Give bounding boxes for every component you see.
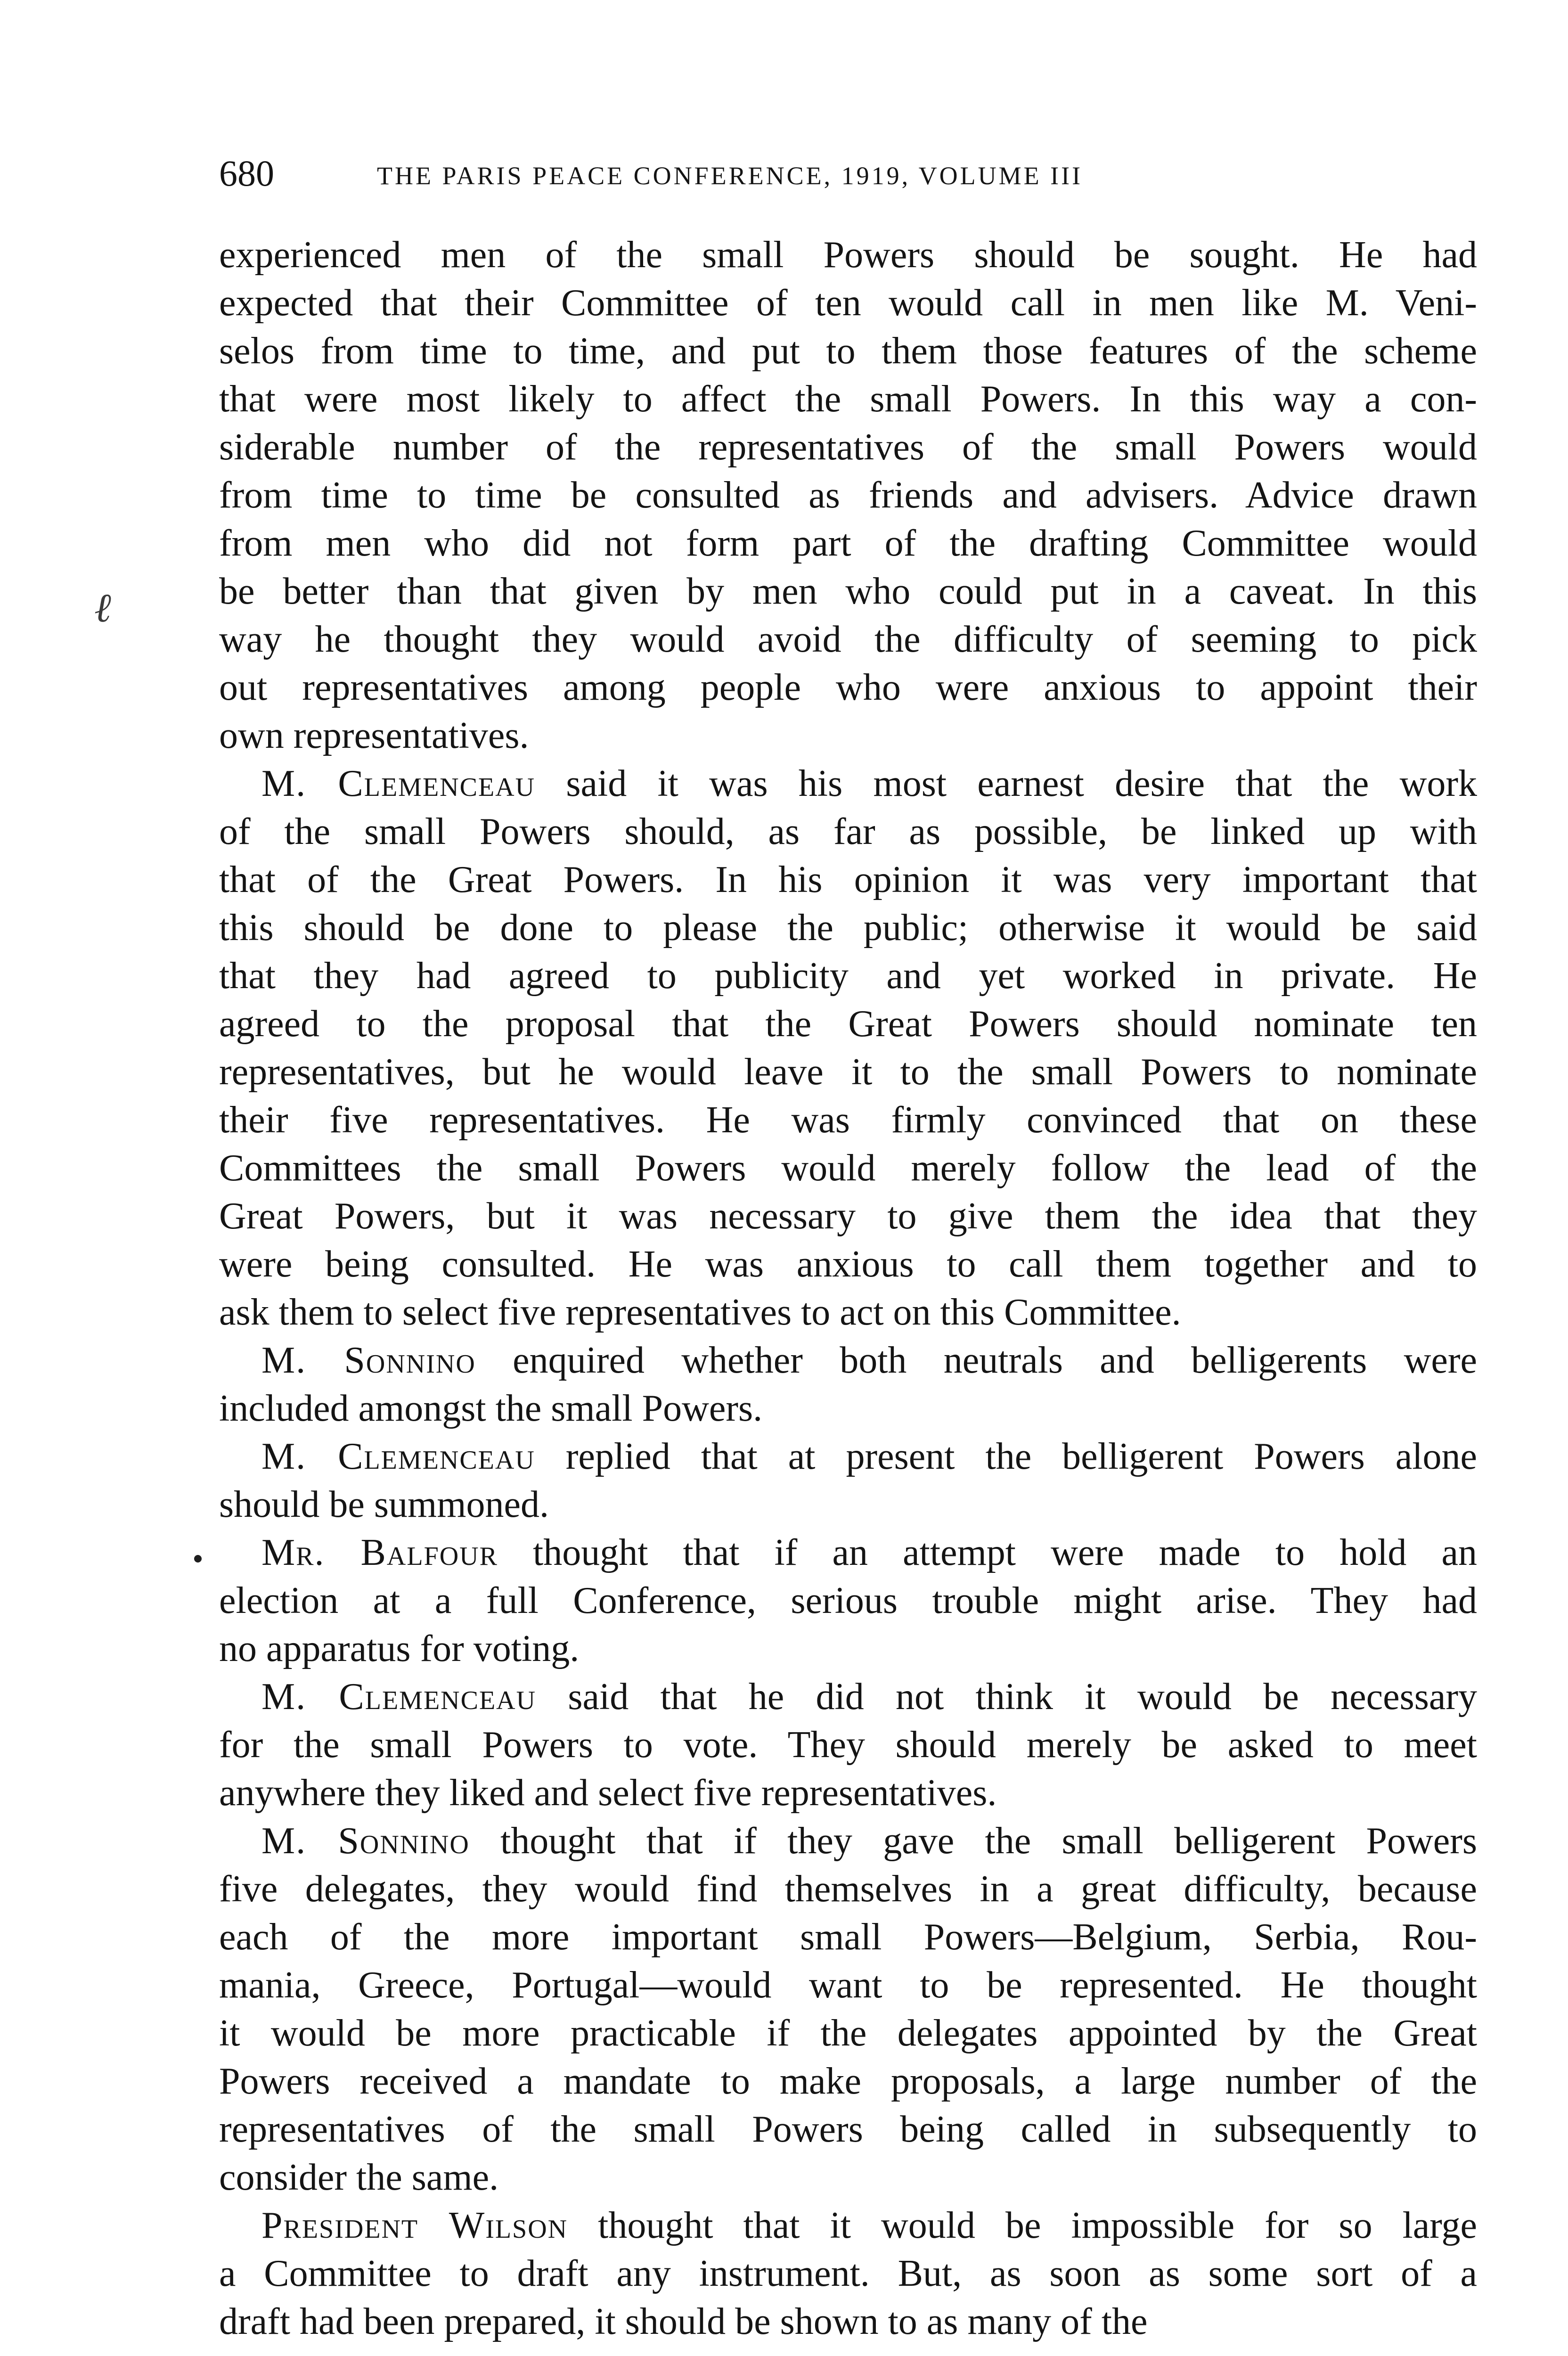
text-line bbox=[219, 760, 1477, 808]
text-line bbox=[219, 712, 1477, 760]
text-line bbox=[219, 1625, 1477, 1673]
page-number: 680 bbox=[219, 153, 274, 194]
text-line bbox=[219, 1192, 1477, 1240]
page-header bbox=[219, 150, 1477, 202]
text-line bbox=[219, 2105, 1477, 2153]
line-text: this should be done to please the public; otherwise it would be said bbox=[219, 907, 1477, 949]
line-text: that they had agreed to publicity and yet worked in private. He bbox=[219, 955, 1477, 997]
line-text: enquired whether both neutrals and belligerents were bbox=[475, 1340, 1477, 1381]
text-line bbox=[219, 1000, 1477, 1048]
text-line bbox=[219, 1673, 1477, 1721]
text-line bbox=[219, 1432, 1477, 1481]
text-line bbox=[219, 2057, 1477, 2105]
line-text: said that he did not think it would be necessary bbox=[536, 1676, 1478, 1718]
text-line bbox=[219, 856, 1477, 904]
line-text: five delegates, they would find themselves in a great difficulty, because bbox=[219, 1868, 1477, 1910]
text-line bbox=[219, 1961, 1477, 2009]
line-text: anywhere they liked and select five representatives. bbox=[219, 1772, 997, 1814]
line-text: be better than that given by men who could put in a caveat. In this bbox=[219, 571, 1477, 612]
text-line bbox=[219, 1048, 1477, 1096]
text-line bbox=[219, 327, 1477, 375]
text-line bbox=[219, 1817, 1477, 1865]
text-line bbox=[219, 279, 1477, 327]
line-text: said it was his most earnest desire that the work bbox=[535, 763, 1478, 804]
line-text: representatives, but he would leave it to the small Powers to nominate bbox=[219, 1051, 1477, 1093]
running-head: THE PARIS PEACE CONFERENCE, 1919, VOLUME III bbox=[377, 162, 1083, 190]
text-line bbox=[219, 2250, 1477, 2298]
line-text: ask them to select five representatives to act on this Committee. bbox=[219, 1292, 1181, 1333]
line-text: included amongst the small Powers. bbox=[219, 1388, 763, 1429]
text-line bbox=[219, 471, 1477, 519]
line-text: it would be more practicable if the delegates appointed by the Great bbox=[219, 2012, 1477, 2054]
line-text: way he thought they would avoid the difficulty of seeming to pick bbox=[219, 619, 1477, 660]
text-line bbox=[219, 952, 1477, 1000]
speaker-name: M. Sonnino bbox=[261, 1820, 470, 1862]
line-text: from time to time be consulted as friends and advisers. Advice drawn bbox=[219, 474, 1477, 516]
line-text: consider the same. bbox=[219, 2157, 499, 2198]
speaker-name: M. Clemenceau bbox=[261, 763, 536, 804]
text-line bbox=[219, 1481, 1477, 1529]
line-text: Committees the small Powers would merely follow the lead of the bbox=[219, 1147, 1477, 1189]
text-line bbox=[219, 2298, 1477, 2346]
text-line bbox=[219, 808, 1477, 856]
line-text: each of the more important small Powers—Belgium, Serbia, Rou- bbox=[219, 1916, 1477, 1958]
line-text: expected that their Committee of ten would call in men like M. Veni- bbox=[219, 282, 1477, 324]
text-line bbox=[219, 615, 1477, 663]
speaker-name: M. Clemenceau bbox=[261, 1676, 537, 1718]
text-line bbox=[219, 1096, 1477, 1144]
line-text: siderable number of the representatives of the small Powers would bbox=[219, 426, 1477, 468]
text-line bbox=[219, 1240, 1477, 1288]
line-text: Powers received a mandate to make proposals, a large number of the bbox=[219, 2061, 1477, 2102]
text-line bbox=[219, 2009, 1477, 2057]
body-text bbox=[219, 231, 1477, 2346]
text-line bbox=[219, 567, 1477, 615]
line-text: that of the Great Powers. In his opinion it was very important that bbox=[219, 859, 1477, 900]
speaker-name: Mr. Balfour bbox=[261, 1532, 498, 1573]
text-line bbox=[219, 2201, 1477, 2250]
margin-annotation: ℓ bbox=[94, 584, 111, 631]
line-text: draft had been prepared, it should be shown to as many of the bbox=[219, 2301, 1148, 2342]
text-line bbox=[219, 1865, 1477, 1913]
speaker-name: M. Clemenceau bbox=[261, 1436, 535, 1477]
line-text: selos from time to time, and put to them those features of the scheme bbox=[219, 330, 1477, 372]
line-text: representatives of the small Powers being called in subsequently to bbox=[219, 2109, 1477, 2150]
line-text: that were most likely to affect the small Powers. In this way a con- bbox=[219, 378, 1477, 420]
line-text: thought that it would be impossible for so large bbox=[568, 2205, 1477, 2246]
line-text: thought that if an attempt were made to hold an bbox=[498, 1532, 1478, 1573]
text-line bbox=[219, 1769, 1477, 1817]
line-text: own representatives. bbox=[219, 715, 529, 756]
text-line bbox=[219, 1577, 1477, 1625]
line-text: were being consulted. He was anxious to call them together and to bbox=[219, 1243, 1477, 1285]
line-text: of the small Powers should, as far as possible, be linked up with bbox=[219, 811, 1477, 852]
text-line bbox=[219, 1336, 1477, 1384]
text-line bbox=[219, 519, 1477, 567]
speaker-name: President Wilson bbox=[261, 2205, 568, 2246]
text-line bbox=[219, 2153, 1477, 2201]
line-text: agreed to the proposal that the Great Powers should nominate ten bbox=[219, 1003, 1477, 1045]
text-line bbox=[219, 231, 1477, 279]
line-text: mania, Greece, Portugal—would want to be represented. He thought bbox=[219, 1964, 1477, 2006]
line-text: out representatives among people who were anxious to appoint their bbox=[219, 667, 1477, 708]
text-line bbox=[219, 375, 1477, 423]
text-line bbox=[219, 1529, 1477, 1577]
text-line bbox=[219, 1144, 1477, 1192]
line-text: for the small Powers to vote. They should merely be asked to meet bbox=[219, 1724, 1477, 1766]
line-text: should be summoned. bbox=[219, 1484, 549, 1525]
line-text: thought that if they gave the small belligerent Powers bbox=[469, 1820, 1477, 1862]
text-line bbox=[219, 1721, 1477, 1769]
line-text: their five representatives. He was firmly convinced that on these bbox=[219, 1099, 1477, 1141]
line-text: experienced men of the small Powers should be sought. He had bbox=[219, 234, 1477, 276]
text-line bbox=[219, 1288, 1477, 1336]
text-line bbox=[219, 904, 1477, 952]
line-text: replied that at present the belligerent Powers alone bbox=[535, 1436, 1477, 1477]
line-text: from men who did not form part of the drafting Committee would bbox=[219, 523, 1477, 564]
line-text: election at a full Conference, serious trouble might arise. They had bbox=[219, 1580, 1477, 1621]
text-line bbox=[219, 1913, 1477, 1961]
speaker-name: M. Sonnino bbox=[261, 1340, 476, 1381]
text-line bbox=[219, 1384, 1477, 1432]
line-text: no apparatus for voting. bbox=[219, 1628, 580, 1669]
text-line bbox=[219, 663, 1477, 712]
line-text: Great Powers, but it was necessary to give them the idea that they bbox=[219, 1195, 1477, 1237]
margin-mark bbox=[194, 1555, 202, 1562]
line-text: a Committee to draft any instrument. But, as soon as some sort of a bbox=[219, 2253, 1477, 2294]
text-line bbox=[219, 423, 1477, 471]
